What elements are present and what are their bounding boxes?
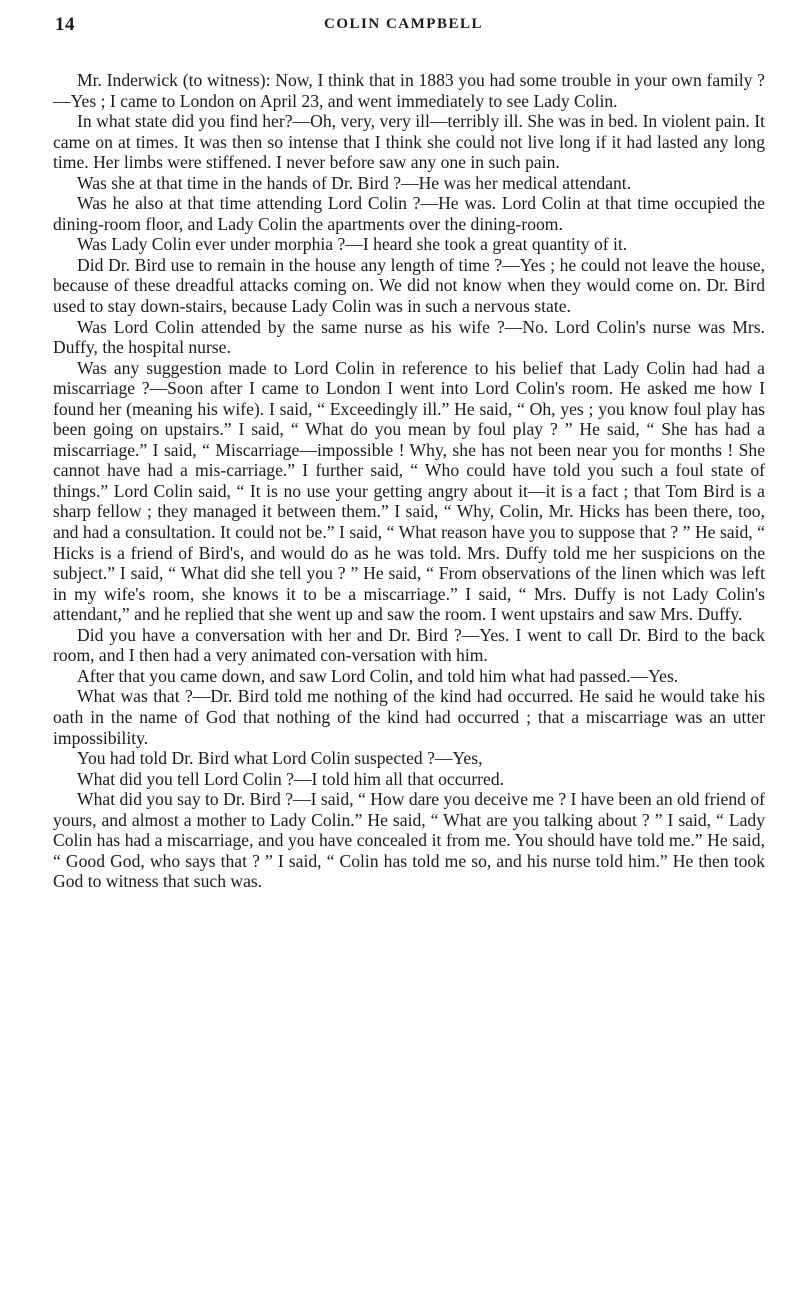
paragraph: Was she at that time in the hands of Dr. Bird ?—He was her medical attendant. xyxy=(77,172,632,193)
paragraph: What did you say to Dr. Bird ?—I said, “ How dare you deceive me ? I have been an old friend of yours, and almost a mother to Lady Colin.” He said, “ What are you talking about ? ” I said, “ Lady Colin has had a miscarriage, and you have concealed it from me. You should have told me.” He said, “ Good God, who says that ? ” I said, “ Colin has told me so, and his nurse told him.” He then took God to witness that such was. xyxy=(53,789,765,892)
paragraph: Mr. Inderwick (to witness): Now, I think that in 1883 you had some trouble in your own family ?—Yes ; I came to London on April 23, and went immediately to see Lady Colin. xyxy=(53,70,765,111)
paragraph: What did you tell Lord Colin ?—I told him all that occurred. xyxy=(77,768,505,789)
paragraph: In what state did you find her?—Oh, very, very ill—terribly ill. She was in bed. In violent pain. It came on at times. It was then so intense that I think she could not live long if it had lasted any long time. Her limbs were stiffened. I never before saw any one in such pain. xyxy=(53,111,765,173)
body-text xyxy=(53,70,765,892)
paragraph: Was any suggestion made to Lord Colin in reference to his belief that Lady Colin had had a miscarriage ?—Soon after I came to London I went into Lord Colin's room. He asked me how I found her (meaning his wife). I said, “ Exceedingly ill.” He said, “ Oh, yes ; you know foul play has been going on upstairs.” I said, “ What do you mean by foul play ? ” He said, “ She has had a miscarriage.” I said, “ Miscarriage—impossible ! Why, she has not been near you for months ! She cannot have had a mis-carriage.” I further said, “ Who could have told you such a foul state of things.” Lord Colin said, “ It is no use your getting angry about it—it is a fact ; that Tom Bird is a sharp fellow ; they managed it between them.” I said, “ Why, Colin, Mr. Hicks has been there, too, and had a consultation. It could not be.” I said, “ What reason have you to suppose that ? ” He said, “ Hicks is a friend of Bird's, and would do as he was told. Mrs. Duffy told me her suspicions on the subject.” I said, “ What did she tell you ? ” He said, “ From observations of the linen which was left in my wife's room, she knows it to be a miscarriage.” I said, “ Mrs. Duffy is not Lady Colin's attendant,” and he replied that she went up and saw the room. I went upstairs and saw Mrs. Duffy. xyxy=(53,357,765,625)
paragraph: What was that ?—Dr. Bird told me nothing of the kind had occurred. He said he would take his oath in the name of God that nothing of the kind had occurred ; that a miscarriage was an utter impossibility. xyxy=(53,686,765,748)
paragraph: Was Lord Colin attended by the same nurse as his wife ?—No. Lord Colin's nurse was Mrs. Duffy, the hospital nurse. xyxy=(53,316,765,358)
paragraph: You had told Dr. Bird what Lord Colin suspected ?—Yes, xyxy=(77,748,483,769)
running-head: COLIN CAMPBELL xyxy=(324,16,483,32)
paragraph: Did you have a conversation with her and Dr. Bird ?—Yes. I went to call Dr. Bird to the back room, and I then had a very animated con-versation with him. xyxy=(53,624,765,666)
page-number: 14 xyxy=(55,14,75,35)
paragraph: Was he also at that time attending Lord Colin ?—He was. Lord Colin at that time occupied the dining-room floor, and Lady Colin the apartments over the dining-room. xyxy=(53,193,765,234)
paragraph: After that you came down, and saw Lord Colin, and told him what had passed.—Yes. xyxy=(77,665,679,686)
paragraph: Was Lady Colin ever under morphia ?—I heard she took a great quantity of it. xyxy=(77,234,628,255)
paragraph: Did Dr. Bird use to remain in the house any length of time ?—Yes ; he could not leave the house, because of these dreadful attacks coming on. We did not know when they would come on. Dr. Bird used to stay down-stairs, because Lady Colin was in such a nervous state. xyxy=(53,254,765,317)
page-header xyxy=(55,14,752,40)
